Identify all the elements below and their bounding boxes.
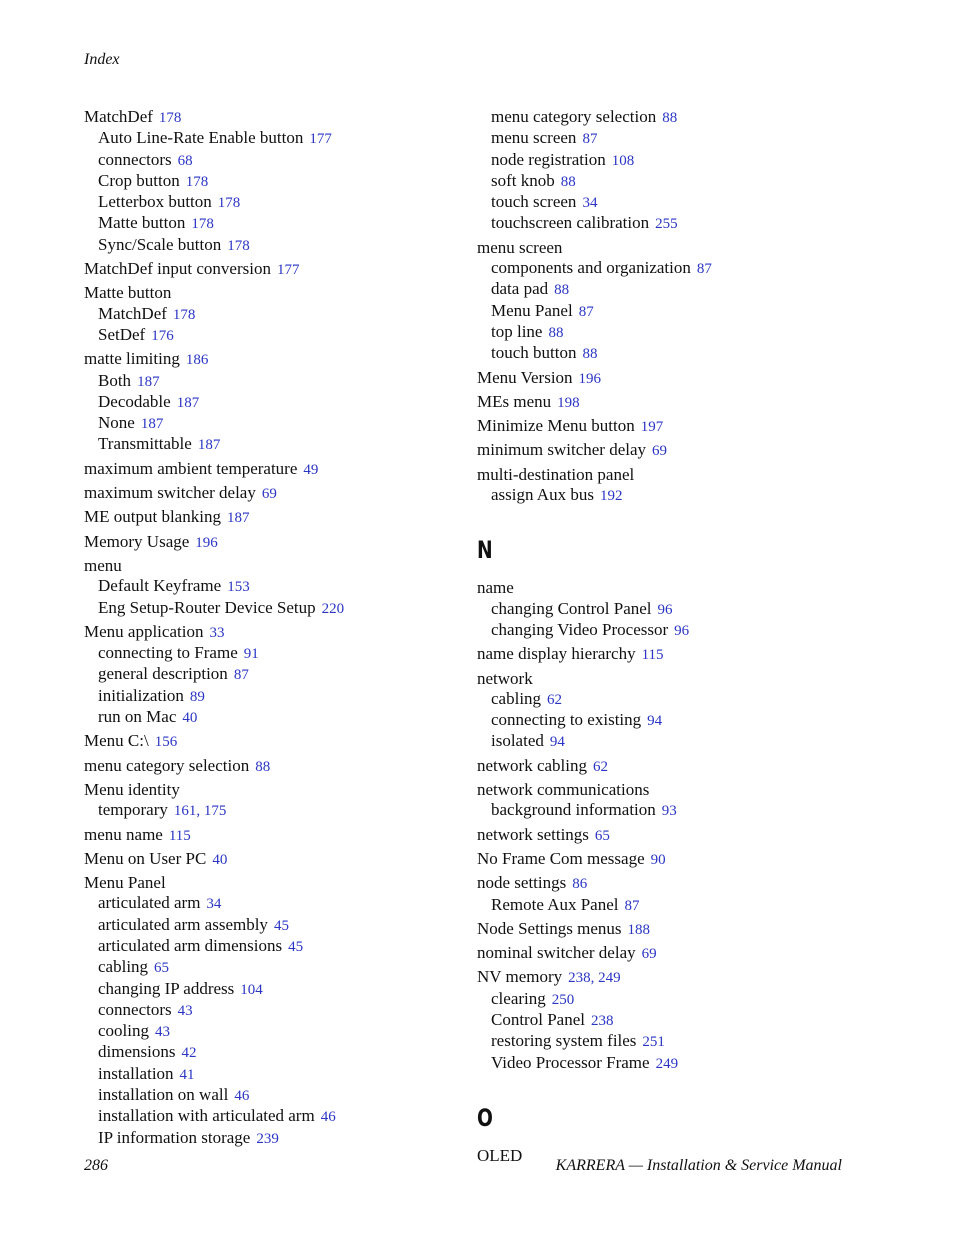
index-subentry xyxy=(84,434,464,455)
index-subentry xyxy=(477,989,877,1010)
subentry-term: Matte button xyxy=(98,213,186,233)
page-link[interactable]: 42 xyxy=(181,1045,197,1062)
subentry-term: initialization xyxy=(98,685,184,705)
index-subentry xyxy=(84,915,464,936)
page-link[interactable]: 88 xyxy=(560,173,576,190)
index-subentry xyxy=(477,192,877,213)
page-link[interactable]: 178 xyxy=(172,306,196,323)
index-subentry xyxy=(477,150,877,171)
entry-term: Minimize Menu button xyxy=(477,416,635,436)
subentry-term: node registration xyxy=(491,149,606,169)
subentry-term: dimensions xyxy=(98,1042,176,1062)
index-subentry xyxy=(84,325,464,346)
index-term-line xyxy=(84,731,464,752)
page-link[interactable]: 34 xyxy=(582,195,598,212)
subentry-term: Sync/Scale button xyxy=(98,234,222,254)
index-subentry xyxy=(84,800,464,821)
index-subentry xyxy=(477,800,877,821)
page-link[interactable]: 192 xyxy=(599,488,623,505)
index-entry xyxy=(84,507,464,528)
index-subentry xyxy=(477,279,877,300)
subentry-term: Video Processor Frame xyxy=(491,1052,650,1072)
index-term-line xyxy=(84,756,464,777)
subentry-term: None xyxy=(98,413,135,433)
entry-term: ME output blanking xyxy=(84,507,221,527)
index-subentry xyxy=(477,710,877,731)
entry-term: MatchDef xyxy=(84,107,153,126)
index-term-line xyxy=(477,919,877,940)
subentry-term: Default Keyframe xyxy=(98,576,222,596)
subentry-term: top line xyxy=(491,321,543,341)
index-term-line xyxy=(477,644,877,665)
index-term-line xyxy=(477,465,877,485)
subentry-term: touch screen xyxy=(491,192,577,212)
entry-term: Menu on User PC xyxy=(84,848,207,868)
subentry-term: cooling xyxy=(98,1021,149,1041)
page-link[interactable]: 49 xyxy=(303,461,319,478)
entry-term: Menu C:\ xyxy=(84,731,149,751)
page-link[interactable]: 46 xyxy=(320,1109,336,1126)
page-link[interactable]: 239 xyxy=(256,1130,279,1147)
entry-term: Menu identity xyxy=(84,779,180,799)
subentry-term: articulated arm dimensions xyxy=(98,935,283,955)
page-link[interactable]: 43 xyxy=(177,1002,193,1019)
subentry-term: restoring system files xyxy=(491,1031,637,1051)
page-link[interactable]: 178 xyxy=(191,216,214,233)
index-subentry xyxy=(84,392,464,413)
index-entry xyxy=(477,392,877,413)
page-link[interactable]: 188 xyxy=(627,921,650,938)
index-subentry xyxy=(84,957,464,978)
entry-term: MatchDef input conversion xyxy=(84,259,271,279)
index-term-line xyxy=(84,849,464,870)
entry-term: network cabling xyxy=(477,755,587,775)
page-link[interactable]: 187 xyxy=(140,416,164,433)
page-link[interactable]: 251 xyxy=(642,1034,665,1051)
entry-term: Menu Panel xyxy=(84,873,166,893)
page-link[interactable]: 65 xyxy=(154,960,170,977)
subentry-term: touchscreen calibration xyxy=(491,213,650,233)
entry-term: menu screen xyxy=(477,237,563,257)
entry-term: OLED xyxy=(477,1145,523,1165)
subentry-term: changing IP address xyxy=(98,978,235,998)
index-subentry xyxy=(477,128,877,149)
index-entry xyxy=(477,107,877,235)
index-entry xyxy=(477,873,877,916)
index-subentry xyxy=(84,1021,464,1042)
index-subentry xyxy=(477,599,877,620)
index-term-line xyxy=(477,238,877,258)
index-entry xyxy=(477,416,877,437)
page-link[interactable]: 187 xyxy=(137,373,160,390)
index-subentry xyxy=(477,895,877,916)
page-link[interactable]: 41 xyxy=(179,1066,195,1083)
page-link[interactable]: 69 xyxy=(641,946,657,963)
page-link[interactable]: 187 xyxy=(197,437,221,454)
index-term-line xyxy=(477,825,877,846)
page-link[interactable]: 238, 249 xyxy=(568,970,621,987)
index-term-line xyxy=(84,556,464,576)
index-term-line xyxy=(477,669,877,689)
entry-term: node settings xyxy=(477,873,567,893)
page-link[interactable]: 69 xyxy=(652,443,668,460)
index-subentry xyxy=(477,107,877,128)
subentry-term: installation with articulated arm xyxy=(98,1106,315,1126)
index-subentry xyxy=(84,686,464,707)
index-entry xyxy=(477,238,877,365)
page-link[interactable]: 68 xyxy=(177,152,193,169)
subentry-term: changing Control Panel xyxy=(491,598,652,618)
page-link[interactable]: 62 xyxy=(547,691,563,708)
index-term-line xyxy=(84,532,464,553)
page-link[interactable]: 87 xyxy=(233,667,249,684)
page-link[interactable]: 153 xyxy=(227,579,250,596)
entry-term: NV memory xyxy=(477,967,563,987)
index-term-line xyxy=(477,780,877,800)
index-subentry xyxy=(477,1031,877,1052)
index-term-line xyxy=(477,873,877,894)
index-term-line xyxy=(477,967,877,988)
page-link[interactable]: 89 xyxy=(189,688,205,705)
page-link[interactable]: 91 xyxy=(243,646,259,663)
index-subentry xyxy=(477,213,877,234)
entry-term: menu name xyxy=(84,824,163,844)
page-link[interactable]: 87 xyxy=(696,261,712,278)
index-term-line xyxy=(84,107,464,128)
page-link[interactable]: 90 xyxy=(650,851,666,868)
index-term-line xyxy=(477,578,877,598)
index-subentry xyxy=(477,689,877,710)
page-link[interactable]: 178 xyxy=(227,237,250,254)
page-link[interactable]: 40 xyxy=(212,851,228,868)
index-entry xyxy=(84,756,464,777)
section-letter: N xyxy=(477,536,493,565)
entry-term: multi-destination panel xyxy=(477,464,635,484)
page-link[interactable]: 161, 175 xyxy=(173,803,227,820)
index-term-line xyxy=(84,507,464,528)
page-link[interactable]: 196 xyxy=(578,370,602,387)
page-number: 286 xyxy=(84,1157,108,1174)
index-entry xyxy=(84,825,464,846)
index-subentry xyxy=(477,1053,877,1074)
subentry-term: cabling xyxy=(491,688,542,708)
index-subentry xyxy=(84,1085,464,1106)
index-subentry xyxy=(84,664,464,685)
page-link[interactable]: 177 xyxy=(309,131,332,148)
page-link[interactable]: 187 xyxy=(226,510,250,527)
subentry-term: changing Video Processor xyxy=(491,619,669,639)
page-link[interactable]: 69 xyxy=(261,486,277,503)
entry-term: name xyxy=(477,578,514,598)
index-subentry xyxy=(84,171,464,192)
entry-term: network communications xyxy=(477,780,650,800)
index-subentry xyxy=(84,413,464,434)
subentry-term: Letterbox button xyxy=(98,192,212,212)
index-entry xyxy=(477,849,877,870)
page-link[interactable]: 96 xyxy=(674,622,690,639)
index-subentry xyxy=(84,979,464,1000)
index-subentry xyxy=(84,304,464,325)
subentry-term: data pad xyxy=(491,279,549,299)
index-term-line xyxy=(84,622,464,643)
subentry-term: Remote Aux Panel xyxy=(491,894,619,914)
index-column-right xyxy=(477,107,877,1169)
index-term-line xyxy=(477,368,877,389)
index-entry xyxy=(84,780,464,822)
index-subentry xyxy=(84,150,464,171)
page-link[interactable]: 178 xyxy=(217,195,241,212)
subentry-term: connectors xyxy=(98,999,172,1019)
index-entry xyxy=(477,669,877,753)
page-link[interactable]: 178 xyxy=(185,173,209,190)
subentry-term: articulated arm assembly xyxy=(98,914,268,934)
subentry-term: Menu Panel xyxy=(491,300,573,320)
index-term-line xyxy=(477,943,877,964)
index-term-line xyxy=(84,283,464,303)
subentry-term: Crop button xyxy=(98,170,180,190)
subentry-term: Both xyxy=(98,370,132,390)
index-term-line xyxy=(84,259,464,280)
entry-term: Matte button xyxy=(84,283,172,303)
page-link[interactable]: 34 xyxy=(206,896,222,913)
subentry-term: MatchDef xyxy=(98,303,167,323)
index-subentry xyxy=(84,576,464,597)
entry-term: MEs menu xyxy=(477,391,552,411)
index-subentry xyxy=(84,1042,464,1063)
page-link[interactable]: 96 xyxy=(657,601,673,618)
entry-term: Menu application xyxy=(84,621,204,641)
subentry-term: cabling xyxy=(98,957,149,977)
index-entry xyxy=(84,532,464,553)
index-term-line xyxy=(84,825,464,846)
page-link[interactable]: 197 xyxy=(640,419,664,436)
index-subentry xyxy=(477,322,877,343)
index-subentry xyxy=(84,598,464,619)
index-subentry xyxy=(84,235,464,256)
index-subentry xyxy=(84,192,464,213)
index-term-line xyxy=(84,349,464,370)
page-link[interactable]: 220 xyxy=(321,600,345,617)
index-subentry xyxy=(84,213,464,234)
index-term-line xyxy=(477,392,877,413)
running-header: Index xyxy=(84,51,120,68)
subentry-term: assign Aux bus xyxy=(491,485,594,505)
index-term-line xyxy=(477,849,877,870)
subentry-term: clearing xyxy=(491,988,546,1008)
page-link[interactable]: 186 xyxy=(185,352,209,369)
entry-term: Memory Usage xyxy=(84,531,190,551)
index-entry xyxy=(84,556,464,619)
page-link[interactable]: 88 xyxy=(582,346,598,363)
index-subentry xyxy=(84,1064,464,1085)
subentry-term: Control Panel xyxy=(491,1009,585,1029)
index-subentry xyxy=(84,371,464,392)
entry-term: Menu Version xyxy=(477,367,573,387)
subentry-term: isolated xyxy=(491,731,544,751)
page-link[interactable]: 176 xyxy=(151,327,174,344)
page-link[interactable]: 177 xyxy=(276,262,300,279)
index-subentry xyxy=(477,485,877,506)
page-link[interactable]: 46 xyxy=(234,1088,250,1105)
page-link[interactable]: 86 xyxy=(572,876,588,893)
index-subentry xyxy=(477,620,877,641)
subentry-term: menu screen xyxy=(491,128,577,148)
subentry-term: temporary xyxy=(98,800,168,820)
index-entry xyxy=(477,943,877,964)
subentry-term: Auto Line-Rate Enable button xyxy=(98,128,304,148)
page-link[interactable]: 255 xyxy=(655,216,678,233)
entry-term: menu xyxy=(84,555,122,575)
page-link[interactable]: 115 xyxy=(641,647,664,664)
page-link[interactable]: 88 xyxy=(255,758,271,775)
page-link[interactable]: 65 xyxy=(594,827,610,844)
index-entry xyxy=(84,459,464,480)
index-entry xyxy=(84,873,464,1149)
page-link[interactable]: 87 xyxy=(624,897,640,914)
index-term-line xyxy=(84,459,464,480)
index-entry xyxy=(84,731,464,752)
page-link[interactable]: 238 xyxy=(590,1012,614,1029)
manual-title: KARRERA — Installation & Service Manual xyxy=(555,1157,842,1174)
index-entry xyxy=(477,644,877,665)
entry-term: minimum switcher delay xyxy=(477,440,647,460)
page-link[interactable]: 250 xyxy=(551,991,575,1008)
page-link[interactable]: 187 xyxy=(176,394,200,411)
index-entry xyxy=(84,483,464,504)
index-term-line xyxy=(477,756,877,777)
index-entry xyxy=(477,780,877,822)
index-term-line xyxy=(477,416,877,437)
entry-term: Node Settings menus xyxy=(477,918,622,938)
subentry-term: Eng Setup-Router Device Setup xyxy=(98,597,316,617)
page-link[interactable]: 40 xyxy=(182,710,198,727)
page-link[interactable]: 108 xyxy=(611,152,635,169)
subentry-term: installation xyxy=(98,1063,174,1083)
subentry-term: connecting to existing xyxy=(491,710,642,730)
index-subentry xyxy=(84,128,464,149)
index-subentry xyxy=(477,343,877,364)
page-link[interactable]: 43 xyxy=(155,1024,170,1041)
index-term-line xyxy=(477,440,877,461)
index-subentry xyxy=(477,301,877,322)
page-link[interactable]: 196 xyxy=(195,534,218,551)
index-term-line xyxy=(84,873,464,893)
page-link[interactable]: 104 xyxy=(240,981,263,998)
subentry-term: Decodable xyxy=(98,391,171,411)
index-entry xyxy=(477,825,877,846)
entry-term: nominal switcher delay xyxy=(477,943,636,963)
index-entry xyxy=(477,919,877,940)
page-link[interactable]: 87 xyxy=(578,303,594,320)
page-link[interactable]: 178 xyxy=(158,110,182,126)
entry-term: matte limiting xyxy=(84,349,180,369)
subentry-term: connecting to Frame xyxy=(98,643,238,663)
page-link[interactable]: 88 xyxy=(548,324,564,341)
subentry-term: menu category selection xyxy=(491,107,657,126)
page-link[interactable]: 249 xyxy=(655,1055,679,1072)
page-link[interactable]: 198 xyxy=(557,394,580,411)
index-term-line xyxy=(84,780,464,800)
page-link[interactable]: 93 xyxy=(661,803,677,820)
index-subentry xyxy=(84,643,464,664)
page-link[interactable]: 87 xyxy=(582,131,598,148)
index-entry xyxy=(477,756,877,777)
page-link[interactable]: 45 xyxy=(273,917,289,934)
index-subentry xyxy=(84,1128,464,1149)
entry-term: No Frame Com message xyxy=(477,848,645,868)
index-entry xyxy=(477,465,877,507)
subentry-term: general description xyxy=(98,664,228,684)
entry-term: menu category selection xyxy=(84,755,250,775)
page-link[interactable]: 33 xyxy=(209,624,225,641)
index-subentry xyxy=(84,1106,464,1127)
subentry-term: IP information storage xyxy=(98,1127,251,1147)
index-subentry xyxy=(84,936,464,957)
page-link[interactable]: 45 xyxy=(288,938,304,955)
subentry-term: installation on wall xyxy=(98,1085,229,1105)
index-entry xyxy=(477,368,877,389)
index-subentry xyxy=(84,893,464,914)
subentry-term: SetDef xyxy=(98,324,146,344)
index-subentry xyxy=(84,1000,464,1021)
entry-term: maximum ambient temperature xyxy=(84,458,298,478)
index-subentry xyxy=(84,707,464,728)
index-subentry xyxy=(477,1010,877,1031)
page-link[interactable]: 62 xyxy=(593,758,608,775)
index-term-line xyxy=(84,483,464,504)
index-entry xyxy=(477,578,877,641)
index-entry xyxy=(84,849,464,870)
page-link[interactable]: 94 xyxy=(549,734,565,751)
index-subentry xyxy=(477,258,877,279)
section-letter: O xyxy=(477,1103,493,1132)
subentry-term: background information xyxy=(491,800,656,820)
subentry-term: components and organization xyxy=(491,258,691,278)
subentry-term: Transmittable xyxy=(98,434,192,454)
index-entry xyxy=(84,107,464,256)
index-entry xyxy=(84,622,464,728)
index-entry xyxy=(84,283,464,346)
page-link[interactable]: 115 xyxy=(168,827,191,844)
subentry-term: touch button xyxy=(491,343,577,363)
entry-term: maximum switcher delay xyxy=(84,483,256,503)
index-entry xyxy=(477,440,877,461)
entry-term: network xyxy=(477,668,533,688)
page-link[interactable]: 94 xyxy=(647,713,663,730)
subentry-term: connectors xyxy=(98,149,172,169)
entry-term: network settings xyxy=(477,824,589,844)
subentry-term: articulated arm xyxy=(98,893,201,913)
subentry-term: soft knob xyxy=(491,170,555,190)
page-link[interactable]: 88 xyxy=(662,110,678,126)
page-link[interactable]: 88 xyxy=(554,282,570,299)
subentry-term: run on Mac xyxy=(98,707,177,727)
page-link[interactable]: 156 xyxy=(154,734,178,751)
index-entry xyxy=(84,349,464,455)
index-column-left xyxy=(84,107,464,1152)
index-entry xyxy=(84,259,464,280)
index-subentry xyxy=(477,731,877,752)
entry-term: name display hierarchy xyxy=(477,644,636,664)
index-entry xyxy=(477,967,877,1073)
index-subentry xyxy=(477,171,877,192)
